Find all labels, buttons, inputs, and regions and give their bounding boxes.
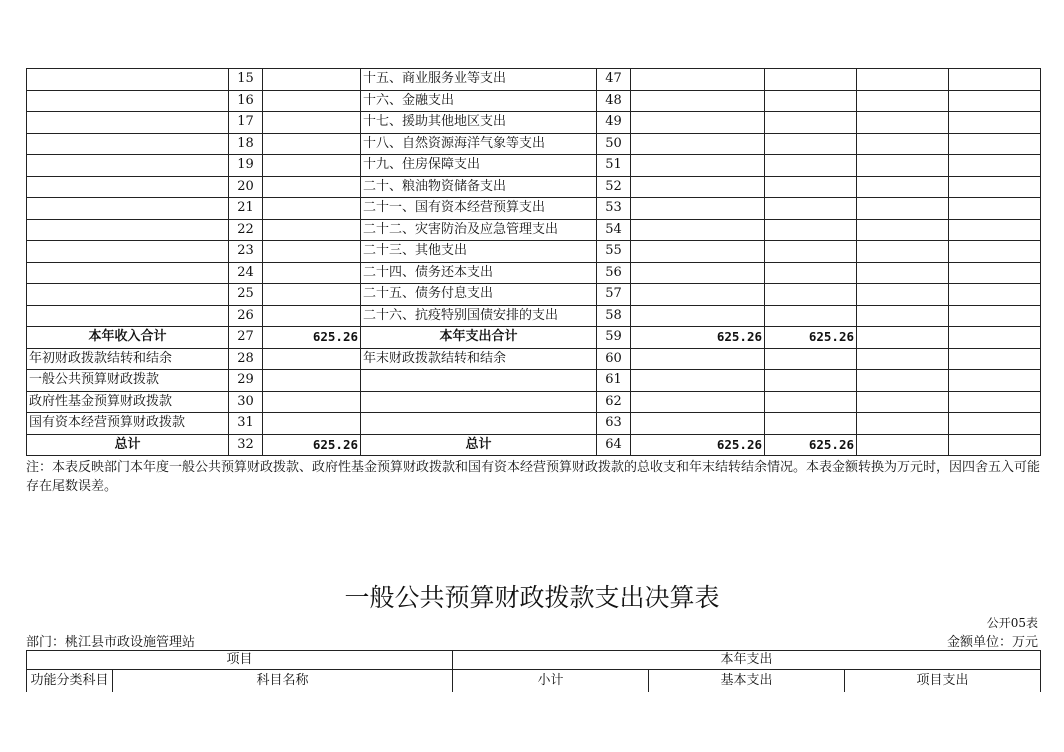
expense-row-no: 48 (597, 90, 631, 112)
expense-row-no: 50 (597, 133, 631, 155)
income-item: 本年收入合计 (27, 327, 229, 349)
expense-project (857, 241, 949, 263)
expense-row-no: 63 (597, 413, 631, 435)
income-amount (263, 155, 361, 177)
expense-total (631, 198, 765, 220)
table-row (27, 241, 1041, 263)
income-amount (263, 413, 361, 435)
header-project-expenditure: 项目支出 (845, 670, 1041, 693)
table-row (27, 434, 1041, 456)
income-amount (263, 219, 361, 241)
income-amount (263, 90, 361, 112)
income-amount (263, 305, 361, 327)
expense-other (949, 370, 1041, 392)
expense-total (631, 391, 765, 413)
department-label: 部门：桃江县市政设施管理站 (26, 635, 196, 650)
expense-row-no: 60 (597, 348, 631, 370)
income-item (27, 262, 229, 284)
expense-basic (765, 348, 857, 370)
income-row-no: 16 (229, 90, 263, 112)
expense-row-no: 55 (597, 241, 631, 263)
expense-total: 625.26 (631, 434, 765, 456)
header-function-category: 功能分类科目 (27, 670, 113, 693)
fiscal-summary-table (26, 68, 1041, 456)
expense-total (631, 69, 765, 91)
income-row-no: 28 (229, 348, 263, 370)
expense-total (631, 219, 765, 241)
income-item (27, 112, 229, 134)
expense-basic (765, 69, 857, 91)
income-amount (263, 262, 361, 284)
expense-other (949, 305, 1041, 327)
expense-item: 二十一、国有资本经营预算支出 (361, 198, 597, 220)
expense-basic (765, 391, 857, 413)
income-row-no: 25 (229, 284, 263, 306)
expense-other (949, 284, 1041, 306)
income-row-no: 17 (229, 112, 263, 134)
income-row-no: 29 (229, 370, 263, 392)
expense-project (857, 133, 949, 155)
expense-project (857, 284, 949, 306)
income-item (27, 284, 229, 306)
expense-basic (765, 305, 857, 327)
expense-row-no: 62 (597, 391, 631, 413)
income-row-no: 31 (229, 413, 263, 435)
expense-item: 十九、住房保障支出 (361, 155, 597, 177)
income-item (27, 176, 229, 198)
income-amount (263, 348, 361, 370)
table-row (27, 348, 1041, 370)
expense-item: 二十四、债务还本支出 (361, 262, 597, 284)
expense-item: 二十、粮油物资储备支出 (361, 176, 597, 198)
table-row (27, 69, 1041, 91)
general-budget-expenditure-table (26, 650, 1041, 692)
expense-total (631, 370, 765, 392)
expense-item: 二十五、债务付息支出 (361, 284, 597, 306)
expense-row-no: 52 (597, 176, 631, 198)
table-row (27, 90, 1041, 112)
income-amount: 625.26 (263, 434, 361, 456)
expense-other (949, 198, 1041, 220)
expense-project (857, 176, 949, 198)
expense-item: 十七、援助其他地区支出 (361, 112, 597, 134)
income-item (27, 241, 229, 263)
expense-basic (765, 370, 857, 392)
expense-project (857, 155, 949, 177)
expense-basic (765, 133, 857, 155)
expense-other (949, 348, 1041, 370)
expense-other (949, 69, 1041, 91)
income-amount (263, 176, 361, 198)
income-item (27, 69, 229, 91)
income-row-no: 15 (229, 69, 263, 91)
table-row (27, 327, 1041, 349)
expense-project (857, 413, 949, 435)
income-row-no: 30 (229, 391, 263, 413)
income-row-no: 21 (229, 198, 263, 220)
income-amount (263, 69, 361, 91)
expense-basic (765, 413, 857, 435)
income-row-no: 24 (229, 262, 263, 284)
expense-project (857, 370, 949, 392)
expense-row-no: 61 (597, 370, 631, 392)
expense-item: 本年支出合计 (361, 327, 597, 349)
expense-row-no: 59 (597, 327, 631, 349)
expense-basic: 625.26 (765, 434, 857, 456)
income-amount (263, 370, 361, 392)
table-row (27, 262, 1041, 284)
income-amount (263, 284, 361, 306)
expense-basic (765, 219, 857, 241)
income-row-no: 27 (229, 327, 263, 349)
expense-item (361, 413, 597, 435)
income-amount (263, 112, 361, 134)
income-item: 总计 (27, 434, 229, 456)
expense-total (631, 133, 765, 155)
income-item (27, 198, 229, 220)
table-row (27, 155, 1041, 177)
header-subject-name: 科目名称 (113, 670, 453, 693)
expense-item: 十六、金融支出 (361, 90, 597, 112)
expense-item: 二十六、抗疫特别国债安排的支出 (361, 305, 597, 327)
expense-item: 总计 (361, 434, 597, 456)
expense-other (949, 219, 1041, 241)
table-row (27, 284, 1041, 306)
table-row (27, 413, 1041, 435)
table-row (27, 112, 1041, 134)
income-item: 政府性基金预算财政拨款 (27, 391, 229, 413)
table-row (27, 219, 1041, 241)
expense-other (949, 176, 1041, 198)
expense-other (949, 155, 1041, 177)
table-row (27, 176, 1041, 198)
expense-total (631, 112, 765, 134)
income-row-no: 19 (229, 155, 263, 177)
income-amount (263, 133, 361, 155)
expense-other (949, 413, 1041, 435)
header-basic-expenditure: 基本支出 (649, 670, 845, 693)
income-row-no: 18 (229, 133, 263, 155)
expense-total (631, 176, 765, 198)
expense-other (949, 262, 1041, 284)
expense-item (361, 391, 597, 413)
income-amount (263, 391, 361, 413)
expense-item: 二十三、其他支出 (361, 241, 597, 263)
income-amount: 625.26 (263, 327, 361, 349)
table-note: 注：本表反映部门本年度一般公共预算财政拨款、政府性基金预算财政拨款和国有资本经营预算财政拨款的总收支和年末结转结余情况。本表金额转换为万元时，因四舍五入可能存在尾数误差。 (26, 460, 1041, 494)
expense-project (857, 112, 949, 134)
expense-item: 十八、自然资源海洋气象等支出 (361, 133, 597, 155)
expense-project (857, 69, 949, 91)
expense-row-no: 58 (597, 305, 631, 327)
income-row-no: 20 (229, 176, 263, 198)
table-row (27, 305, 1041, 327)
expense-total (631, 90, 765, 112)
expense-total (631, 241, 765, 263)
expense-total (631, 305, 765, 327)
expense-basic (765, 241, 857, 263)
expense-basic (765, 284, 857, 306)
income-item (27, 90, 229, 112)
expense-other (949, 391, 1041, 413)
expense-total (631, 284, 765, 306)
expense-project (857, 90, 949, 112)
expense-item: 二十二、灾害防治及应急管理支出 (361, 219, 597, 241)
expense-row-no: 53 (597, 198, 631, 220)
expense-project (857, 219, 949, 241)
expense-item (361, 370, 597, 392)
expense-basic (765, 112, 857, 134)
expense-total (631, 262, 765, 284)
expense-total (631, 348, 765, 370)
income-row-no: 23 (229, 241, 263, 263)
table-row (27, 391, 1041, 413)
expense-row-no: 51 (597, 155, 631, 177)
header-subtotal: 小计 (453, 670, 649, 693)
expense-basic (765, 155, 857, 177)
expense-row-no: 56 (597, 262, 631, 284)
income-amount (263, 198, 361, 220)
expense-project (857, 198, 949, 220)
expense-basic: 625.26 (765, 327, 857, 349)
expense-other (949, 327, 1041, 349)
expense-basic (765, 176, 857, 198)
expense-other (949, 133, 1041, 155)
expense-project (857, 305, 949, 327)
table2-title: 一般公共预算财政拨款支出决算表 (344, 583, 720, 612)
expense-project (857, 348, 949, 370)
fiscal-summary-body (27, 69, 1041, 456)
expense-row-no: 64 (597, 434, 631, 456)
expense-project (857, 434, 949, 456)
income-item (27, 219, 229, 241)
income-amount (263, 241, 361, 263)
amount-unit-label: 金额单位：万元 (946, 635, 1038, 650)
expense-other (949, 241, 1041, 263)
header-this-year: 本年支出 (453, 651, 1041, 670)
expense-row-no: 49 (597, 112, 631, 134)
expense-total (631, 413, 765, 435)
expense-basic (765, 198, 857, 220)
expense-total: 625.26 (631, 327, 765, 349)
income-item: 年初财政拨款结转和结余 (27, 348, 229, 370)
income-item (27, 155, 229, 177)
header-project: 项目 (27, 651, 453, 670)
expense-other (949, 434, 1041, 456)
income-row-no: 26 (229, 305, 263, 327)
table-row (27, 198, 1041, 220)
expense-project (857, 262, 949, 284)
expense-other (949, 112, 1041, 134)
expense-row-no: 47 (597, 69, 631, 91)
expense-basic (765, 90, 857, 112)
expense-total (631, 155, 765, 177)
income-row-no: 22 (229, 219, 263, 241)
expense-project (857, 327, 949, 349)
expense-other (949, 90, 1041, 112)
expense-row-no: 54 (597, 219, 631, 241)
expense-item: 十五、商业服务业等支出 (361, 69, 597, 91)
table-row (27, 133, 1041, 155)
table2-code: 公开05表 (986, 616, 1038, 630)
expense-item: 年末财政拨款结转和结余 (361, 348, 597, 370)
table-row (27, 370, 1041, 392)
expense-project (857, 391, 949, 413)
income-item: 国有资本经营预算财政拨款 (27, 413, 229, 435)
income-item: 一般公共预算财政拨款 (27, 370, 229, 392)
expense-row-no: 57 (597, 284, 631, 306)
income-item (27, 133, 229, 155)
income-row-no: 32 (229, 434, 263, 456)
income-item (27, 305, 229, 327)
expense-basic (765, 262, 857, 284)
